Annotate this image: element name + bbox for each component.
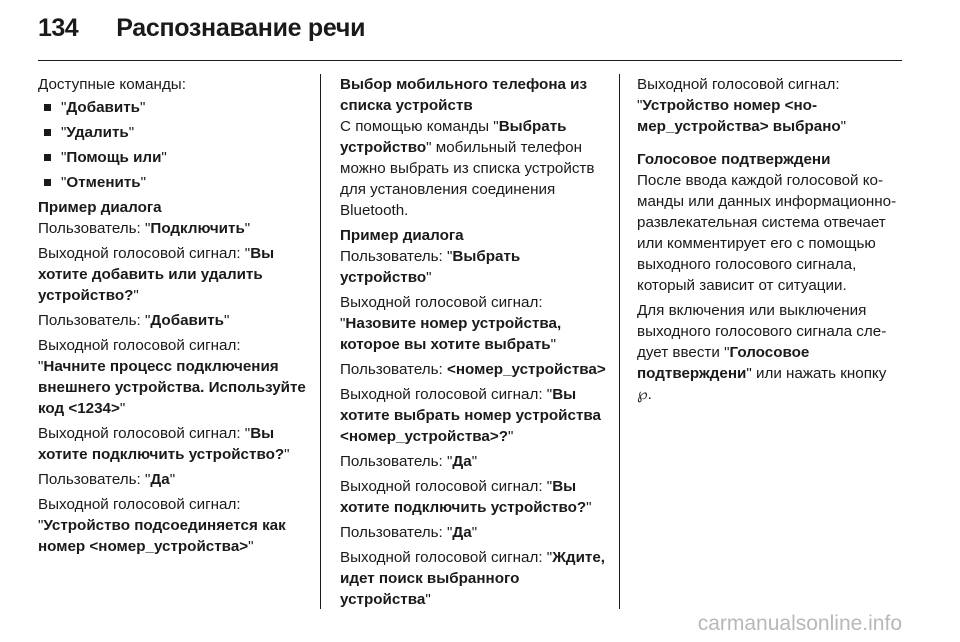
dialog-line: Пользователь: <номер_устройства> (340, 361, 606, 378)
command-item: " Удалить " (44, 122, 308, 143)
command-item: " Помощь или " (44, 147, 308, 168)
section-title: Голосовое подтверждени (637, 151, 831, 168)
dialog-line: Пользователь: "Подключить" (38, 220, 251, 237)
dialog-line: Выходной голосовой сигнал: "Устройство номер <номер_устройства> выбрано" (637, 76, 847, 135)
command-item: " Отменить " (44, 172, 308, 193)
dialog-line: Выходной голосовой сигнал: "Вы хотите выбрать номер устройства <номер_устройства>?" (340, 386, 601, 445)
dialog-example (340, 246, 608, 610)
dialog-line: Пользователь: "Да" (340, 453, 478, 470)
column-divider-2 (619, 74, 620, 609)
dialog-line: Пользователь: "Добавить" (38, 312, 230, 329)
command-item: " Добавить " (44, 97, 308, 118)
commands-label: Доступные команды: (38, 76, 186, 93)
dialog-line: Выходной голосовой сигнал: "Начните процесс подключения внешнего устройства. Используйте код <1234>" (38, 337, 306, 417)
dialog-example (38, 218, 308, 557)
dialog-line: Выходной голосовой сигнал: "Вы хотите подключить устройство?" (340, 478, 592, 516)
dialog-line: Выходной голосовой сигнал: "Устройство подсоединяется как номер <номер_устройства>" (38, 496, 286, 555)
paragraph: После ввода каждой голосовой команды или данных информационно-развлекательная система отвечает или комментирует его с помощью выходного голосового сигнала, который зависит от ситуации. (637, 172, 897, 294)
bullet-icon (44, 104, 51, 111)
page-title: Распознавание речи (116, 14, 366, 42)
column-1 (38, 74, 308, 561)
dialog-line: Выходной голосовой сигнал: "Вы хотите добавить или удалить устройство?" (38, 245, 275, 304)
commands-list (38, 97, 308, 193)
voice-button-icon: ℘ (637, 386, 648, 403)
header-rule (38, 60, 902, 61)
page-header (38, 14, 365, 54)
dialog-line: Выходной голосовой сигнал: "Назовите номер устройства, которое вы хотите выбрать" (340, 294, 562, 353)
section-intro: С помощью команды "Выбрать устройство" мобильный телефон можно выбрать из списка устройств для установления соединения Bluetooth. (340, 118, 595, 219)
column-2 (340, 74, 608, 614)
dialog-title: Пример диалога (38, 199, 162, 216)
column-3 (637, 74, 905, 409)
bullet-icon (44, 154, 51, 161)
dialog-line: Пользователь: "Да" (340, 524, 478, 541)
bullet-icon (44, 179, 51, 186)
page-number: 134 (38, 14, 79, 42)
paragraph: Для включения или выключения выходного голосового сигнала следует ввести "Голосовое подтверждени" или нажать кнопку ℘. (637, 302, 887, 403)
column-divider-1 (320, 74, 321, 609)
dialog-line: Пользователь: "Да" (38, 471, 176, 488)
watermark: carmanualsonline.info (697, 612, 902, 635)
bullet-icon (44, 129, 51, 136)
dialog-line: Выходной голосовой сигнал: "Вы хотите подключить устройство?" (38, 425, 290, 463)
dialog-line: Выходной голосовой сигнал: "Ждите, идет поиск выбранного устройства" (340, 549, 606, 608)
dialog-title: Пример диалога (340, 227, 464, 244)
dialog-line: Пользователь: "Выбрать устройство" (340, 248, 521, 286)
section-title: Выбор мобильного телефона из списка устройств (340, 76, 588, 114)
